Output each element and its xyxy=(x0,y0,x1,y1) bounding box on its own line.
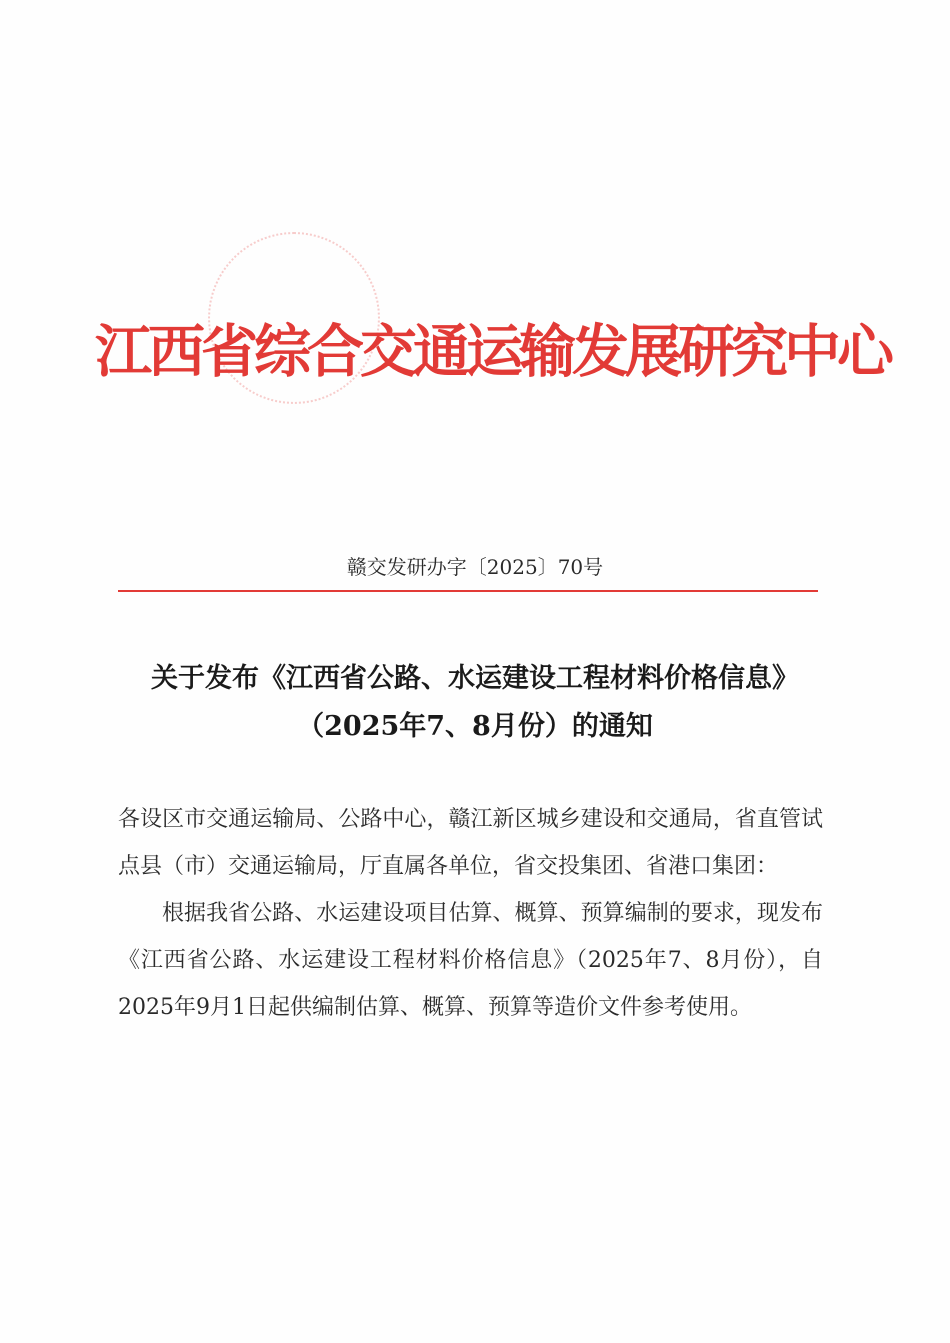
document-body xyxy=(118,796,823,1031)
recipients-paragraph: 各设区市交通运输局、公路中心，赣江新区城乡建设和交通局，省直管试点县（市）交通运输局，厅直属各单位，省交投集团、省港口集团： xyxy=(118,807,823,879)
document-title xyxy=(95,655,855,751)
title-line-1: 关于发布《江西省公路、水运建设工程材料价格信息》 xyxy=(151,663,799,694)
organization-header: 江西省综合交通运输发展研究中心 xyxy=(95,318,890,385)
red-divider-line xyxy=(118,590,818,592)
body-paragraph-1: 根据我省公路、水运建设项目估算、概算、预算编制的要求，现发布《江西省公路、水运建设工程材料价格信息》（2025年7、8月份），自2025年9月1日起供编制估算、概算、预算等造价文件参考使用。 xyxy=(118,901,823,1020)
title-line-2: （2025年7、8月份）的通知 xyxy=(297,711,653,742)
document-number: 赣交发研办字〔2025〕70号 xyxy=(346,555,604,579)
